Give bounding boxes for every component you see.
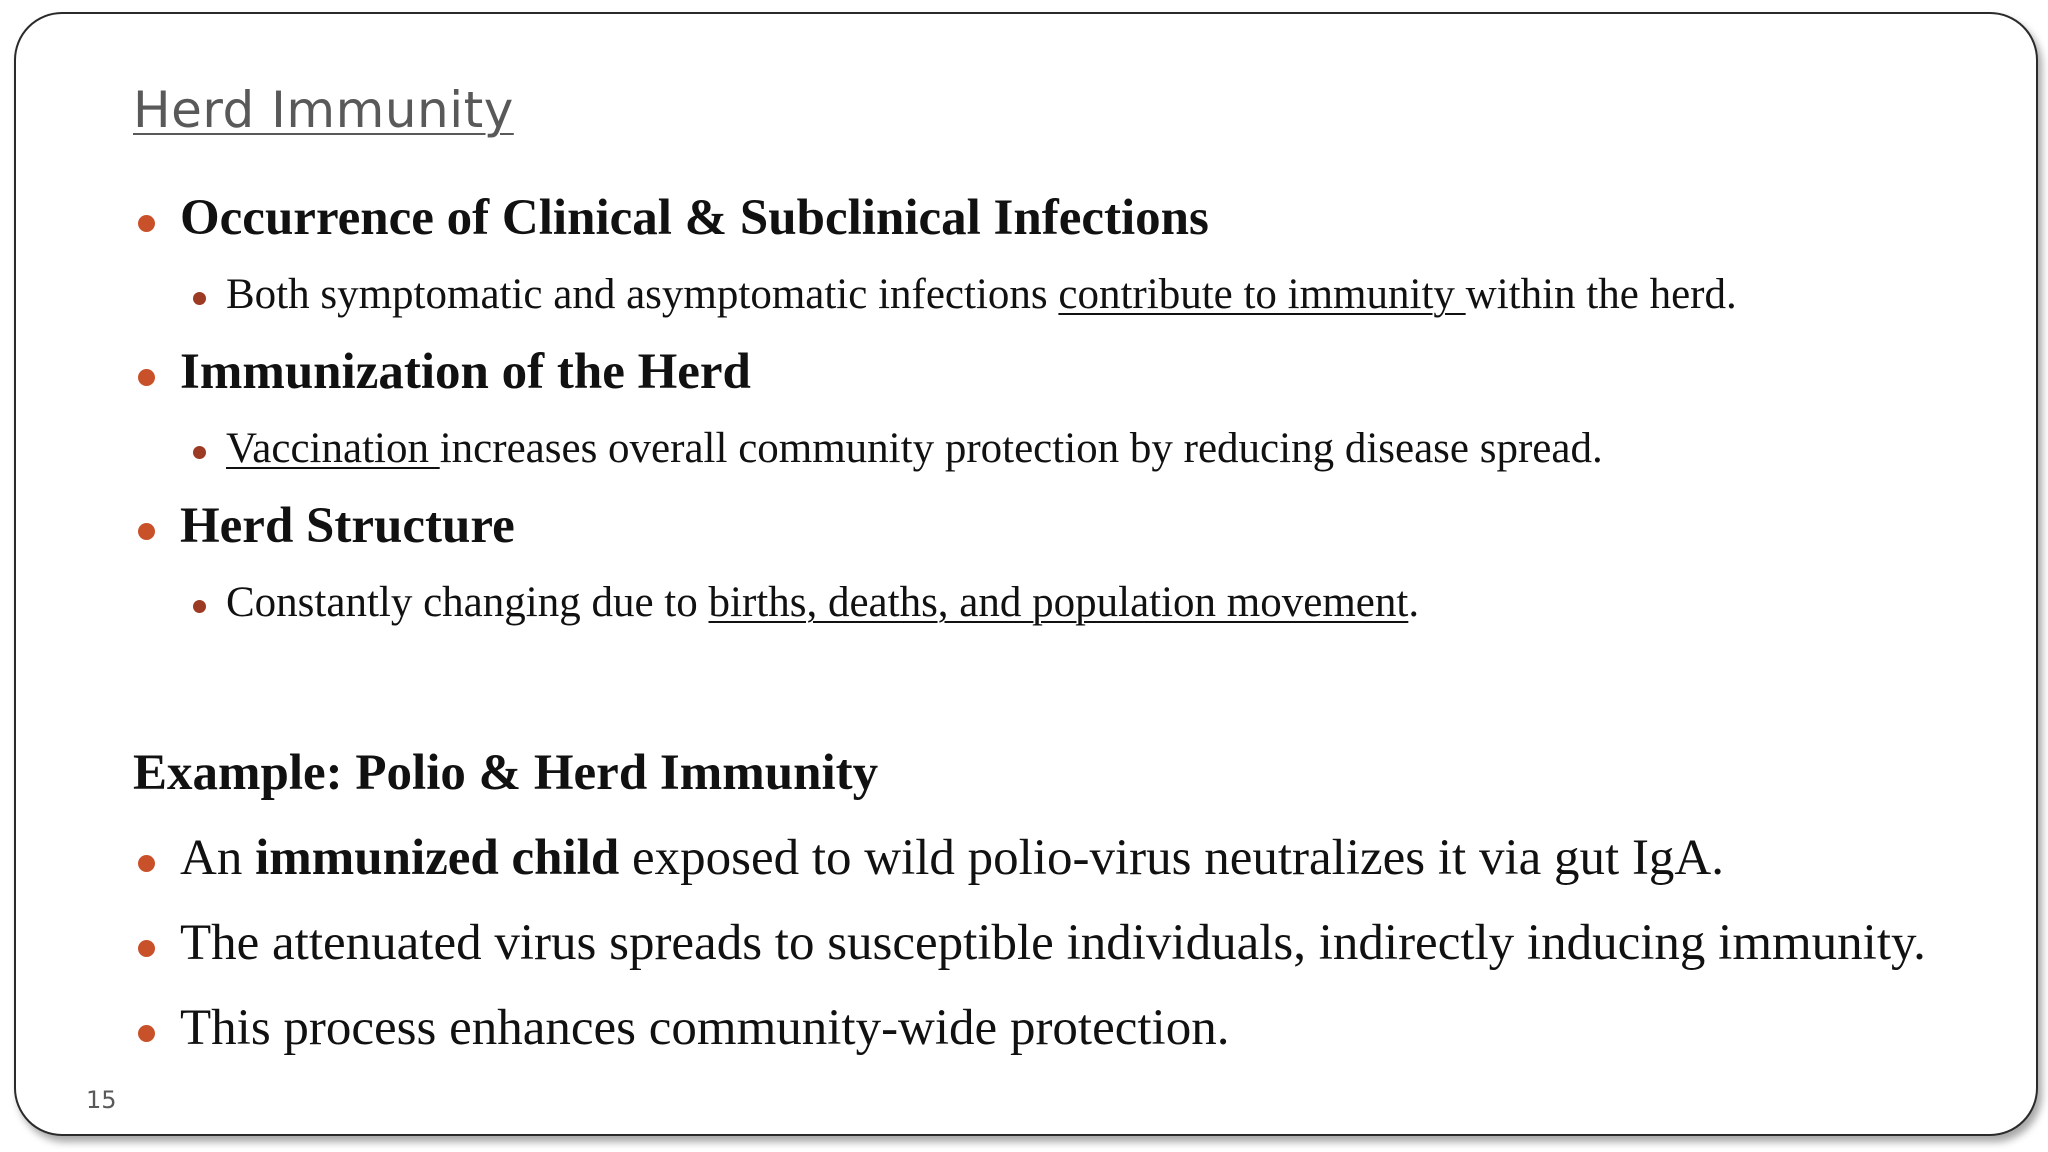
bullet-dot-icon	[138, 523, 155, 540]
slide	[14, 12, 2038, 1136]
underlined-phrase: contribute to immunity	[1058, 271, 1466, 318]
bullet-dot-icon	[138, 855, 155, 872]
bullet-dot-icon	[193, 600, 206, 613]
bullet-sub-2: Vaccination increases overall community protection by reducing disease spread.	[133, 424, 1603, 473]
bullet-sub-1: Both symptomatic and asymptomatic infections contribute to immunity within the herd.	[133, 270, 1737, 319]
slide-title: Herd Immunity	[133, 81, 514, 139]
underlined-phrase: births, deaths, and population movement	[708, 579, 1409, 626]
example-point-3: This process enhances community-wide protection.	[133, 999, 1229, 1057]
example-point-2: The attenuated virus spreads to susceptible individuals, indirectly inducing immunity.	[133, 914, 1926, 972]
bullet-heading-1: Occurrence of Clinical & Subclinical Infections	[133, 189, 1209, 247]
bullet-dot-icon	[193, 446, 206, 459]
underlined-phrase: Vaccination	[226, 425, 440, 472]
page-number: 15	[86, 1086, 117, 1114]
example-point-1: An immunized child exposed to wild polio-virus neutralizes it via gut IgA.	[133, 829, 1724, 887]
bullet-dot-icon	[138, 369, 155, 386]
bullet-dot-icon	[138, 215, 155, 232]
bullet-sub-3: Constantly changing due to births, deaths, and population movement.	[133, 578, 1419, 627]
bold-phrase: immunized child	[255, 830, 620, 886]
bullet-dot-icon	[138, 1025, 155, 1042]
example-heading: Example: Polio & Herd Immunity	[133, 745, 879, 801]
bullet-heading-3: Herd Structure	[133, 497, 515, 555]
bullet-dot-icon	[138, 940, 155, 957]
bullet-dot-icon	[193, 292, 206, 305]
bullet-heading-2: Immunization of the Herd	[133, 343, 751, 401]
